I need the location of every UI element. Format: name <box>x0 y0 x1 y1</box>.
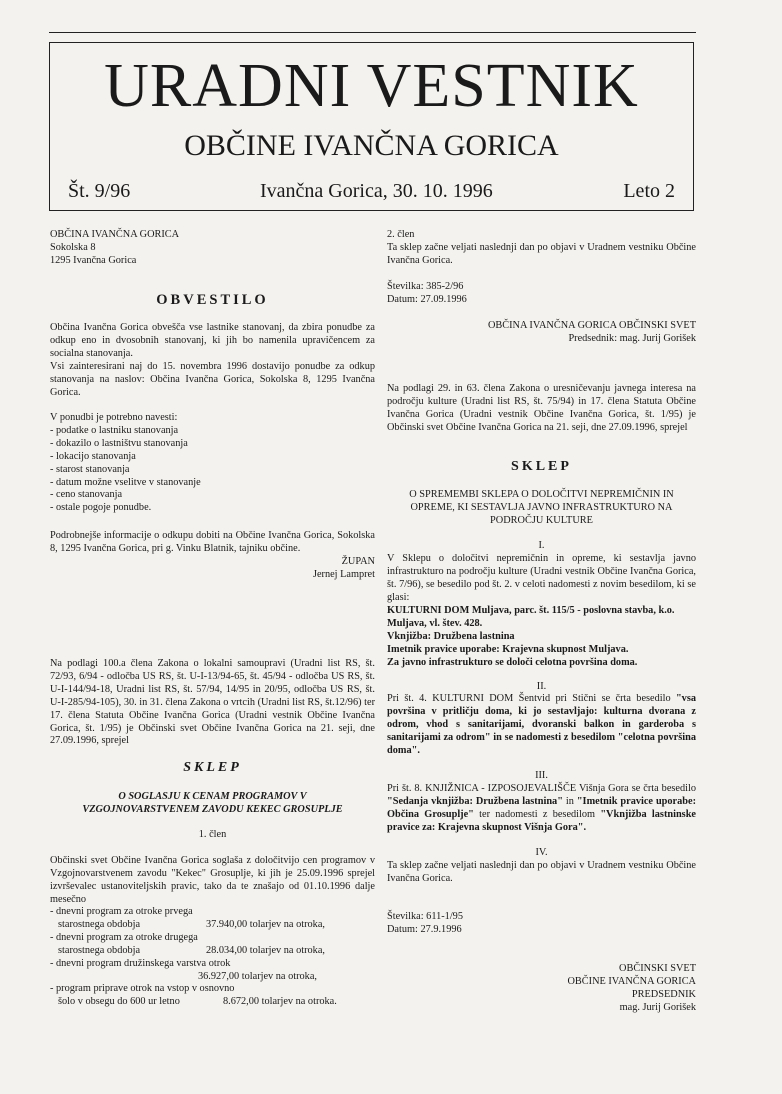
issue-year: Leto 2 <box>623 180 675 202</box>
document-number: Številka: 385-2/96 <box>387 281 464 292</box>
price-item: - program priprave otrok na vstop v osnovno <box>50 983 235 995</box>
section-number: II. <box>536 681 547 692</box>
property-line: Imetnik pravice uporabe: Krajevna skupnost Muljava. <box>387 643 629 655</box>
signature-name: Jernej Lampret <box>312 568 375 580</box>
section-text: Pri št. 8. KNJIŽNICA - IZPOSOJEVALIŠČE Višnja Gora se črta besedilo "Sedanja vknjižba: Družbena lastnina" in "Imetnik pravice uporabe: Občina Grosuplje" ter nadomesti z besedilom "Vknjižba lastninske pravice za: Krajevna skupnost Višnja Gora". <box>387 783 697 833</box>
requirements-list <box>50 412 375 515</box>
obvestilo-heading: OBVESTILO <box>156 292 269 308</box>
article-number: 1. člen <box>198 829 227 840</box>
article-2 <box>387 229 696 268</box>
sklep-heading: SKLEP <box>183 760 242 775</box>
signature-line: mag. Jurij Gorišek <box>619 1001 696 1013</box>
issue-place-date: Ivančna Gorica, 30. 10. 1996 <box>260 180 493 202</box>
signature-line: PREDSEDNIK <box>631 988 696 1000</box>
publication-subtitle: OBČINE IVANČNA GORICA <box>184 129 559 162</box>
price-row: šolo v obsegu do 600 ur letno 8.672,00 tolarjev na otroka. <box>50 996 375 1009</box>
issue-number: Št. 9/96 <box>68 180 131 202</box>
top-rule <box>49 32 696 33</box>
price-row: starostnega obdobja 28.034,00 tolarjev na otroka, <box>50 945 375 958</box>
price-value: 28.034,00 tolarjev na otroka, <box>206 944 325 956</box>
signature-line: OBČINSKI SVET <box>619 963 696 974</box>
sender-line: Sokolska 8 <box>50 241 96 253</box>
document-ref-2 <box>387 911 696 937</box>
price-value: 36.927,00 tolarjev na otroka, <box>198 970 317 982</box>
price-list <box>50 906 375 1009</box>
sender-line: 1295 Ivančna Gorica <box>50 254 137 266</box>
obvestilo-paragraph: Občina Ivančna Gorica obvešča vse lastnike stanovanj, da zbira ponudbe za odkup eno in dvosobnih stanovanj, ki jih bo namenila upravičencem za socialna stanovanja. <box>50 322 375 359</box>
sender-line: OBČINA IVANČNA GORICA <box>50 229 180 240</box>
president-signature: Predsednik: mag. Jurij Gorišek <box>568 332 696 344</box>
list-item: - lokacijo stanovanja <box>50 450 136 462</box>
document-number: Številka: 611-1/95 <box>387 911 463 922</box>
signature-title: ŽUPAN <box>341 556 375 567</box>
sklep-heading-2: SKLEP <box>511 459 572 474</box>
obvestilo-paragraph: Vsi zainteresirani naj do 15. novembra 1996 dostavijo ponudbe za odkup stanovanja na naslov: Občina Ivančna Gorica, Sokolska 8, 1295 Ivančna Gorica. <box>50 360 375 398</box>
info-paragraph: Podrobnejše informacije o odkupu dobiti na Občine Ivančna Gorica, Sokolska 8, 1295 Ivančna Gorica, pri g. Vinku Blatnik, tajniku občine. <box>50 530 375 554</box>
section-text: Pri št. 4. KULTURNI DOM Šentvid pri Stični se črta besedilo "vsa površina v pritličju doma, ki jo sestavljajo: kulturna dvorana z odrom, vhod s sanitarijami, dvoranski balkon in garderoba s sanitarijami za odrom" in se nadomesti z besedilom "celotna površina doma". <box>387 693 696 756</box>
masthead <box>49 42 694 211</box>
sender-address <box>50 229 375 268</box>
property-line: KULTURNI DOM Muljava, parc. št. 115/5 - poslovna stavba, k.o. Muljava, vl. štev. 428. <box>387 605 675 629</box>
list-intro: V ponudbi je potrebno navesti: <box>50 412 178 423</box>
property-line: Za javno infrastrukturo se določi celotna površina doma. <box>387 656 638 668</box>
price-item: - dnevni program za otroke prvega <box>50 906 193 917</box>
list-item: - ceno stanovanja <box>50 489 123 501</box>
publication-title: URADNI VESTNIK <box>104 52 639 120</box>
section-number: IV. <box>535 847 548 858</box>
list-item: - starost stanovanja <box>50 463 130 475</box>
section-text: Ta sklep začne veljati naslednji dan po objavi v Uradnem vestniku Občine Ivančna Gorica. <box>387 860 696 884</box>
document-ref-1 <box>387 281 696 307</box>
obvestilo-body <box>50 322 375 399</box>
price-item: - dnevni program za otroke drugega <box>50 931 198 943</box>
sklep-title: O SOGLASJU K CENAM PROGRAMOV V VZGOJNOVARSTVENEM ZAVODU KEKEC GROSUPLJE <box>82 791 343 815</box>
price-item: - dnevni program družinskega varstva otrok <box>50 957 231 969</box>
article-text: Občinski svet Občine Ivančna Gorica soglaša z določitvijo cen programov v Vzgojnovarstvenem zavodu "Kekec" Grosuplje, ki jih je 25.09.1996 sprejel izvrševalec ustanoviteljskih pravic, tako da te znašajo od 01.10.1996 dalje mesečno <box>50 855 375 905</box>
price-row: starostnega obdobja 37.940,00 tolarjev na otroka, <box>50 919 375 932</box>
list-item: - datum možne vselitve v stanovanje <box>50 476 201 488</box>
signature-block-2 <box>387 963 696 1015</box>
list-item: - dokazilo o lastništvu stanovanja <box>50 437 188 449</box>
section-number: I. <box>538 540 545 551</box>
list-item: - ostale pogoje ponudbe. <box>50 502 152 514</box>
issuing-body: OBČINA IVANČNA GORICA OBČINSKI SVET <box>487 320 696 331</box>
list-item: - podatke o lastniku stanovanja <box>50 424 179 436</box>
section-number: III. <box>535 770 548 781</box>
sklep-title-2: O SPREMEMBI SKLEPA O DOLOČITVI NEPREMIČNIN IN OPREME, KI SESTAVLJA JAVNO INFRASTRUKTURO NA PODROČJU KULTURE <box>409 489 674 526</box>
section-text: V Sklepu o določitvi nepremičnin in opreme, ki sestavlja javno infrastrukturo na področju kulture (Uradni vestnik Občine Ivančna Gorica, št. 7/96), se besedilo pod št. 2. v celoti nadomesti z novim besedilom, ki se glasi: <box>387 553 696 603</box>
price-value: 8.672,00 tolarjev na otroka. <box>223 996 337 1008</box>
preamble-paragraph-2: Na podlagi 29. in 63. člena Zakona o uresničevanju javnega interesa na področju kulture (Uradni list RS, št. 75/94) in 17. člena Statuta Občine Ivančna Gorica (Uradni vestnik Občine Ivančna Gorica, št. 1/95) je Občinski svet Občine Ivančna Gorica na 21. seji, dne 27.09.1996, sprejel <box>387 383 696 433</box>
signature-line: OBČINE IVANČNA GORICA <box>567 975 696 987</box>
signature-block <box>50 556 375 582</box>
section-bold-text <box>387 605 696 670</box>
document-date: Datum: 27.9.1996 <box>387 923 462 935</box>
property-line: Vknjižba: Družbena lastnina <box>387 630 515 642</box>
price-value: 37.940,00 tolarjev na otroka, <box>206 918 325 930</box>
preamble-paragraph: Na podlagi 100.a člena Zakona o lokalni samoupravi (Uradni list RS, št. 72/93, 6/94 - odločba US RS, št. U-I-13/94-65, št. 45/94 - odločba US RS, št. U-I-144/94-18, Uradni list RS, št. 57/94, 14/95 in 20/95, odločba US RS, št. U-I-285/94-105), 30. in 31. člena Zakona o vrtcih (Uradni list RS, št.12/96) ter 17. člena Statuta Občine Ivančna Gorica (Uradni vestnik Občine Ivančna Gorica, št. 1/95) je Občinski svet Občine Ivančna Gorica na 21. seji, dne 27.09.1996, sprejel <box>50 658 375 747</box>
price-row <box>50 971 375 984</box>
signature-block-1 <box>387 320 696 346</box>
document-date: Datum: 27.09.1996 <box>387 293 467 305</box>
article-text: Ta sklep začne veljati naslednji dan po objavi v Uradnem vestniku Občine Ivančna Gorica. <box>387 241 696 266</box>
article-number: 2. člen <box>387 229 415 240</box>
